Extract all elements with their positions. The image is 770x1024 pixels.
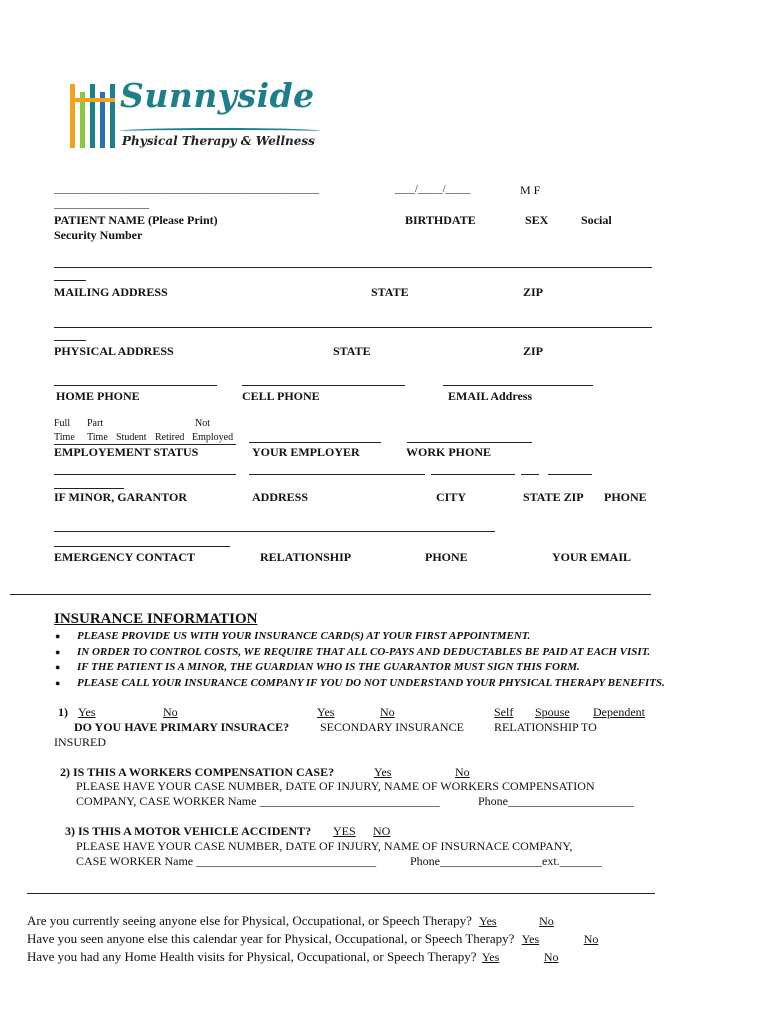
therapy-question-yes[interactable]: Yes [479, 914, 497, 928]
therapy-question-text: Have you seen anyone else this calendar year for Physical, Occupational, or Speech Therapy? [27, 931, 515, 946]
home-phone-label: HOME PHONE [56, 389, 140, 403]
employment-status-label: EMPLOYEMENT STATUS [54, 445, 199, 459]
guarantor-phone-label: PHONE [604, 490, 647, 504]
guarantor-address-label: ADDRESS [252, 490, 309, 504]
q2-case-worker-field[interactable]: COMPANY, CASE WORKER Name ______________________________ [76, 794, 440, 808]
insurance-bullet: ● IN ORDER TO CONTROL COSTS, WE REQUIRE THAT ALL CO-PAYS AND DEDUCTABLES BE PAID AT EACH VISIT. [55, 645, 665, 661]
guarantor-zip-line[interactable] [548, 474, 592, 475]
employer-line[interactable] [249, 442, 381, 443]
patient-name-label: PATIENT NAME (Please Print) [54, 213, 218, 227]
insurance-heading: INSURANCE INFORMATION [54, 611, 258, 627]
logo-bar-teal-2 [110, 84, 115, 148]
insurance-bullet-list [55, 629, 665, 691]
guarantor-state-line[interactable] [521, 474, 539, 475]
employment-option-time-2[interactable]: Time [87, 432, 108, 443]
guarantor-line-cont [54, 488, 124, 489]
cell-phone-label: CELL PHONE [242, 389, 320, 403]
cell-phone-line[interactable] [242, 385, 405, 386]
mailing-state-label: STATE [371, 285, 409, 299]
relationship-spouse-option[interactable]: Spouse [535, 705, 570, 719]
employment-option-full: Full [54, 418, 71, 429]
sunnyside-logo [70, 76, 320, 155]
q3-phone-field[interactable]: Phone_________________ext._______ [410, 854, 602, 868]
emergency-contact-line[interactable] [54, 531, 495, 532]
therapy-question-row [27, 913, 554, 929]
relationship-label: RELATIONSHIP TO [494, 720, 597, 734]
therapy-question-no[interactable]: No [543, 950, 559, 964]
guarantor-label: IF MINOR, GARANTOR [54, 490, 188, 504]
therapy-question-row [27, 949, 559, 965]
q3-instructions: PLEASE HAVE YOUR CASE NUMBER, DATE OF INJURY, NAME OF INSURNACE COMPANY, [76, 839, 573, 853]
relationship-self-option[interactable]: Self [494, 705, 514, 719]
insurance-bullet: ● PLEASE CALL YOUR INSURANCE COMPANY IF YOU DO NOT UNDERSTAND YOUR PHYSICAL THERAPY BENEFITS. [55, 676, 665, 692]
employment-option-time-1[interactable]: Time [54, 432, 75, 443]
sex-label: SEX [525, 213, 549, 227]
motor-vehicle-no-option[interactable]: NO [373, 824, 391, 838]
employment-option-student[interactable]: Student [116, 432, 147, 443]
q1-number: 1) [58, 705, 68, 719]
guarantor-city-line[interactable] [431, 474, 515, 475]
q2-label: 2) IS THIS A WORKERS COMPENSATION CASE? [60, 765, 335, 779]
employment-option-not: Not [195, 418, 210, 429]
sex-options[interactable]: M F [520, 183, 541, 197]
birthdate-label: BIRTHDATE [405, 213, 476, 227]
home-phone-line[interactable] [54, 385, 217, 386]
logo-tagline: Physical Therapy & Wellness [122, 134, 315, 148]
emergency-contact-line-cont [54, 546, 230, 547]
primary-insurance-label: DO YOU HAVE PRIMARY INSURACE? [74, 720, 290, 734]
guarantor-state-zip-label: STATE ZIP [523, 490, 584, 504]
therapy-question-yes[interactable]: Yes [481, 950, 500, 964]
therapy-question-text: Are you currently seeing anyone else for Physical, Occupational, or Speech Therapy? [27, 913, 472, 928]
emergency-relationship-label: RELATIONSHIP [260, 550, 352, 564]
emergency-contact-label: EMERGENCY CONTACT [54, 550, 196, 564]
patient-name-line[interactable]: _____________________________________________________ [54, 184, 319, 195]
therapy-question-text: Have you had any Home Health visits for Physical, Occupational, or Speech Therapy? [27, 949, 477, 964]
therapy-question-no[interactable]: No [539, 914, 554, 928]
employment-option-employed[interactable]: Employed [192, 432, 234, 443]
q2-phone-field[interactable]: Phone_____________________ [478, 794, 634, 808]
logo-bar-orange [70, 84, 75, 148]
patient-name-line-cont: ___________________ [54, 199, 149, 210]
workers-comp-no-option[interactable]: No [455, 765, 470, 779]
therapy-question-yes[interactable]: Yes [521, 932, 540, 946]
employment-option-retired[interactable]: Retired [155, 432, 185, 443]
logo-bar-teal [90, 84, 95, 148]
section-divider [10, 594, 651, 595]
q2-instructions: PLEASE HAVE YOUR CASE NUMBER, DATE OF INJURY, NAME OF WORKERS COMPENSATION [76, 779, 595, 793]
relationship-dependent-option[interactable]: Dependent [593, 705, 645, 719]
insurance-bullet: ● PLEASE PROVIDE US WITH YOUR INSURANCE CARD(S) AT YOUR FIRST APPOINTMENT. [55, 629, 665, 645]
mailing-address-line[interactable] [54, 267, 652, 268]
email-line[interactable] [443, 385, 593, 386]
motor-vehicle-yes-option[interactable]: YES [333, 824, 356, 838]
physical-address-label: PHYSICAL ADDRESS [54, 344, 174, 358]
physical-address-line-cont [54, 340, 86, 341]
therapy-question-no[interactable]: No [583, 932, 599, 946]
workers-comp-yes-option[interactable]: Yes [374, 765, 392, 779]
email-label: EMAIL Address [448, 389, 533, 403]
your-email-label: YOUR EMAIL [552, 550, 632, 564]
q3-case-worker-field[interactable]: CASE WORKER Name ______________________________ [76, 854, 377, 868]
social-label: Social [581, 213, 612, 227]
physical-address-line[interactable] [54, 327, 652, 328]
mailing-address-line-cont [54, 280, 86, 281]
mailing-zip-label: ZIP [523, 285, 544, 299]
physical-state-label: STATE [333, 344, 371, 358]
emergency-phone-label: PHONE [425, 550, 468, 564]
security-number-label: Security Number [54, 228, 143, 242]
logo-crossbar [70, 98, 115, 102]
primary-yes-option[interactable]: Yes [78, 705, 96, 719]
employment-option-part: Part [87, 418, 104, 429]
primary-no-option[interactable]: No [163, 705, 178, 719]
guarantor-city-label: CITY [436, 490, 467, 504]
work-phone-line[interactable] [407, 442, 532, 443]
logo-brand: Sunnyside [120, 76, 315, 115]
insurance-bullet: ● IF THE PATIENT IS A MINOR, THE GUARDIAN WHO IS THE GUARANTOR MUST SIGN THIS FORM. [55, 660, 665, 676]
secondary-no-option[interactable]: No [380, 705, 395, 719]
secondary-yes-option[interactable]: Yes [317, 705, 335, 719]
insured-label: INSURED [54, 735, 107, 749]
physical-zip-label: ZIP [523, 344, 544, 358]
secondary-insurance-label: SECONDARY INSURANCE [320, 720, 464, 734]
work-phone-label: WORK PHONE [406, 445, 492, 459]
mailing-address-label: MAILING ADDRESS [54, 285, 168, 299]
guarantor-address-line[interactable] [249, 474, 425, 475]
employer-label: YOUR EMPLOYER [252, 445, 360, 459]
q3-label: 3) IS THIS A MOTOR VEHICLE ACCIDENT? [65, 824, 312, 838]
guarantor-line[interactable] [54, 474, 236, 475]
section-divider-2 [27, 893, 655, 894]
therapy-question-row [27, 931, 598, 947]
birthdate-field[interactable]: ____/_____/_____ [395, 184, 471, 195]
